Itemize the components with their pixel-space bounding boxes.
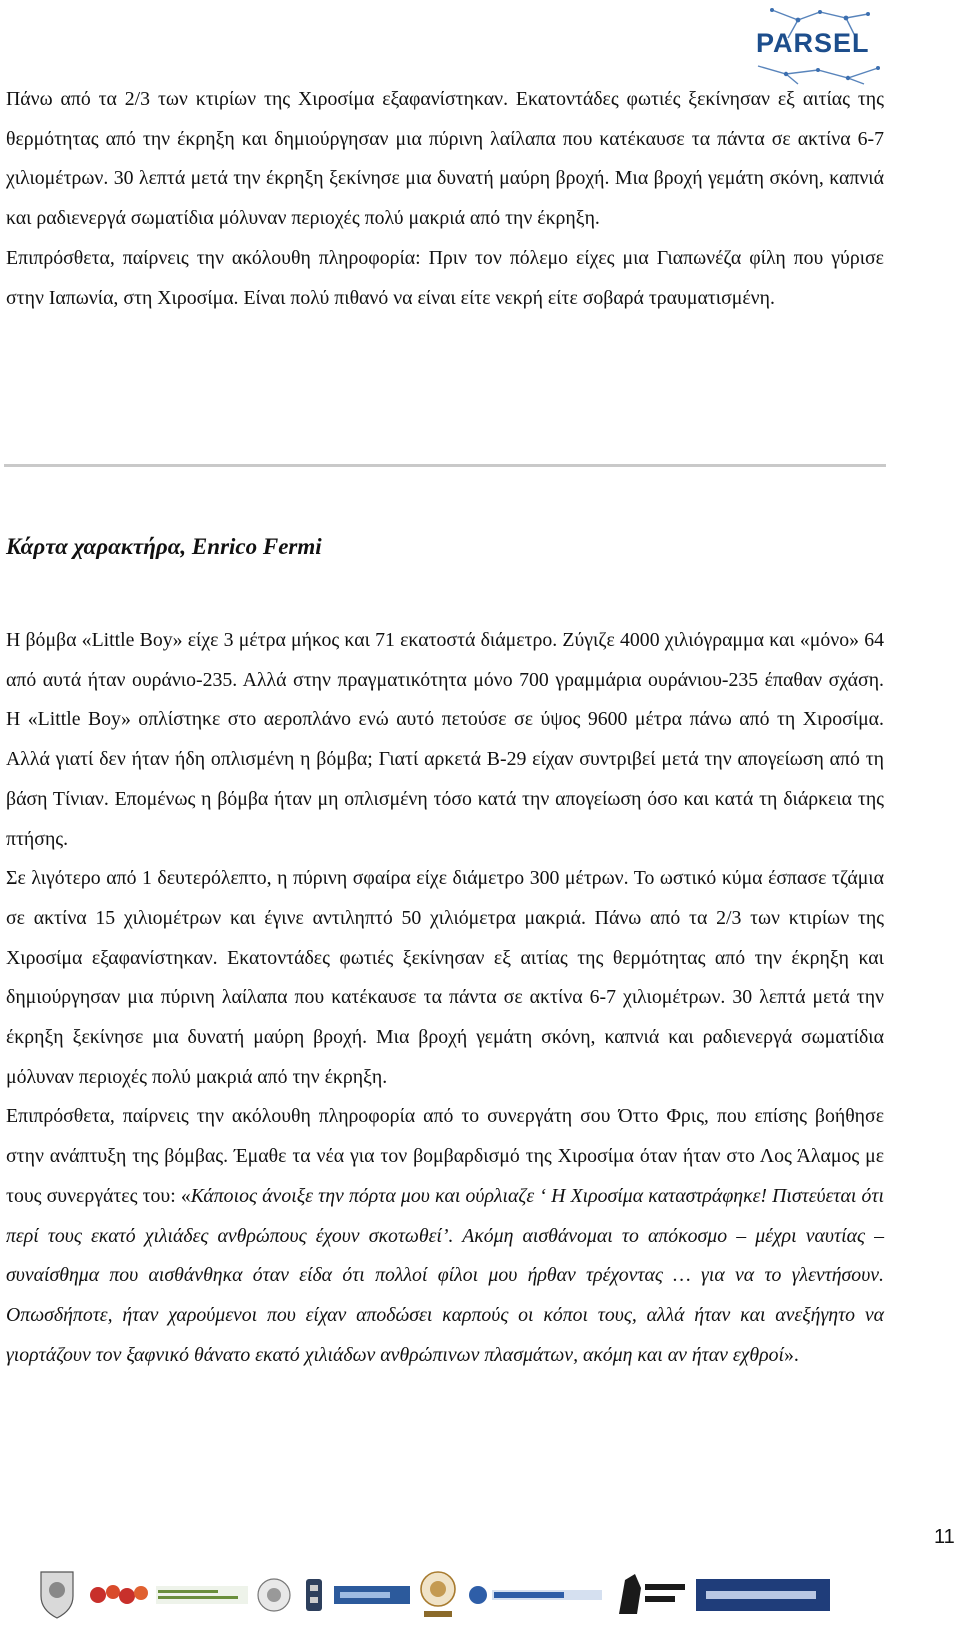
partner-logo-hebrew bbox=[696, 1568, 830, 1622]
section-divider bbox=[4, 464, 886, 467]
circles-icon bbox=[88, 1580, 150, 1610]
fu-berlin-logo bbox=[156, 1568, 248, 1622]
crest-icon bbox=[35, 1568, 79, 1622]
character-card-heading: Κάρτα χαρακτήρα, Enrico Fermi bbox=[6, 534, 322, 559]
logo-text: PARSEL bbox=[756, 28, 870, 58]
partner-logo-red-circles bbox=[88, 1568, 150, 1622]
banner-icon bbox=[334, 1582, 410, 1608]
partner-logo-emblem bbox=[300, 1568, 328, 1622]
lund-seal-icon bbox=[418, 1569, 458, 1621]
intro-section bbox=[6, 80, 884, 318]
ioannina-owl-icon bbox=[611, 1570, 689, 1620]
page-number: 11 bbox=[934, 1526, 955, 1548]
partner-logos-footer bbox=[0, 1558, 960, 1632]
emblem-icon bbox=[302, 1577, 326, 1613]
university-lisbon-logo bbox=[30, 1568, 84, 1622]
lund-university-logo bbox=[416, 1568, 460, 1622]
university-ioannina-logo bbox=[610, 1568, 690, 1622]
quote-end: ». bbox=[783, 1343, 799, 1366]
seal-icon bbox=[254, 1575, 294, 1615]
paragraph-additional-info: Επιπρόσθετα, παίρνεις την ακόλουθη πληροφορία: Πριν τον πόλεμο είχες μια Γιαπωνέζα φίλη που γύρισε στην Ιαπωνία, στη Χιροσίμα. Είναι πολύ πιθανό να είναι είτε νεκρή είτε σοβαρά τραυματισμένη. bbox=[6, 246, 884, 309]
tartu-mark-icon bbox=[466, 1580, 606, 1610]
partner-logo-berlin bbox=[252, 1568, 296, 1622]
paragraph-destruction: Πάνω από τα 2/3 των κτιρίων της Χιροσίμα εξαφανίστηκαν. Εκατοντάδες φωτιές ξεκίνησαν εξ αιτίας της θερμότητας από την έκρηξη και δημιούργησαν μια πύρινη λαίλαπα που κατέκαυσε τα πάντα σε ακτίνα 6-7 χιλιομέτρων. 30 λεπτά μετά την έκρηξη ξεκίνησε μια δυνατή μαύρη βροχή. Μια βροχή γεμάτη σκόνη, καπνιά και ραδιενεργά σωματίδια μόλυναν περιοχές πολύ μακριά από την έκρηξη. bbox=[6, 88, 884, 230]
paragraph-otto-frisch bbox=[6, 1097, 884, 1375]
character-card-body bbox=[6, 621, 884, 1375]
quote-text: Κάποιος άνοιξε την πόρτα μου και ούρλιαζε ‘ Η Χιροσίμα καταστράφηκε! Πιστεύεται ότι περί τους εκατό χιλιάδες ανθρώπους έχουν σκοτωθεί’. Ακόμη αισθάνομαι το απόκοσμο – μέχρι ναυτίας – συναίσθημα που αισθάνθηκα όταν είδα ότι πολλοί φίλοι μου ήρθαν τρέχοντας … για να το γλεντήσουν. Οπωσδήποτε, ήταν χαρούμενοι που είχαν αποδώσει καρπούς οι κόποι τους, αλλά ήταν και ανεξήγητο να γιορτάζουν τον ξαφνικό θάνατο εκατό χιλιάδων ανθρώπινων πλασμάτων, ακόμη και αν ήταν εχθροί bbox=[6, 1184, 884, 1366]
hebrew-banner-icon bbox=[696, 1575, 830, 1615]
parsel-logo bbox=[728, 8, 900, 86]
fu-berlin-mark-icon bbox=[156, 1582, 248, 1608]
university-tartu-logo bbox=[466, 1568, 606, 1622]
partner-logo-blue-banner bbox=[334, 1568, 410, 1622]
paragraph-explosion: Σε λιγότερο από 1 δευτερόλεπτο, η πύρινη σφαίρα είχε διάμετρο 300 μέτρων. Το ωστικό κύμα έσπασε τζάμια σε ακτίνα 15 χιλιομέτρων και έγινε αντιληπτό 50 χιλιόμετρα μακριά. Πάνω από τα 2/3 των κτιρίων της Χιροσίμα εξαφανίστηκαν. Εκατοντάδες φωτιές ξεκίνησαν εξ αιτίας της θερμότητας από την έκρηξη και δημιούργησαν μια πύρινη λαίλαπα που κατέκαυσε τα πάντα σε ακτίνα 6-7 χιλιομέτρων. 30 λεπτά μετά την έκρηξη ξεκίνησε μια δυνατή μαύρη βροχή. Μια βροχή γεμάτη σκόνη, καπνιά και ραδιενεργά σωματίδια μόλυναν περιοχές πολύ μακριά από την έκρηξη. bbox=[6, 867, 884, 1088]
paragraph-bomb-facts: Η βόμβα «Little Boy» είχε 3 μέτρα μήκος και 71 εκατοστά διάμετρο. Ζύγιζε 4000 χιλιόγραμμα και «μόνο» 64 από αυτά ήταν ουράνιο-235. Αλλά στην πραγματικότητα μόνο 700 γραμμάρια ουράνιου-235 έπαθαν σχάση. Η «Little Boy» οπλίστηκε στο αεροπλάνο ενώ αυτό πετούσε σε ύψος 9600 μέτρα πάνω από τη Χιροσίμα. Αλλά γιατί δεν ήταν ήδη οπλισμένη η βόμβα; Γιατί αρκετά B-29 είχαν συντριβεί μετά την απογείωση από τη βάση Τίνιαν. Επομένως η βόμβα ήταν μη οπλισμένη τόσο κατά την απογείωση όσο και κατά τη διάρκεια της πτήσης. bbox=[6, 629, 884, 850]
paragraph-intro-text: Επιπρόσθετα, παίρνεις την ακόλουθη πληροφορία από το συνεργάτη σου Όττο Φρις, που επίσης βοήθησε στην ανάπτυξη της βόμβας. Έμαθε τα νέα για τον βομβαρδισμό της Χιροσίμα όταν ήταν στο Λος Άλαμος με τους συνεργάτες του: « bbox=[6, 1105, 884, 1207]
